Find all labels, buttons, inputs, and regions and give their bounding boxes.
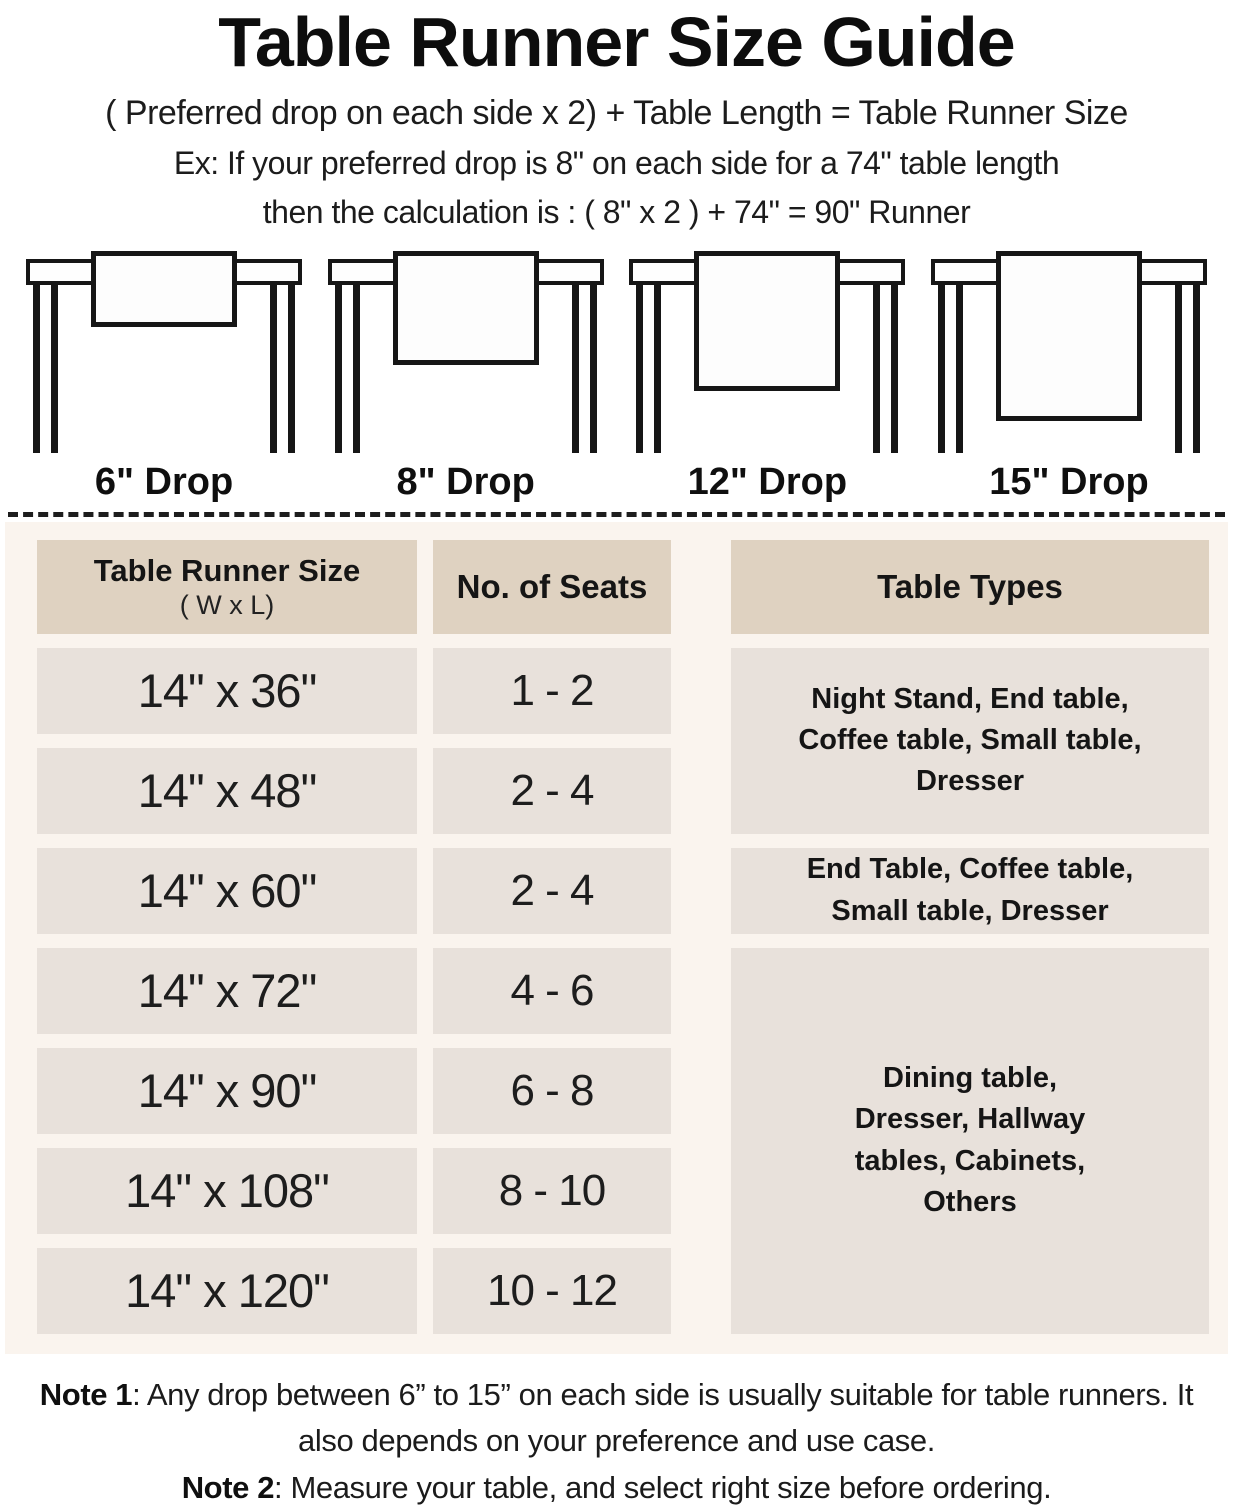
table-leg [891, 283, 898, 453]
table-leg [335, 283, 342, 453]
seats-value: 8 - 10 [499, 1166, 606, 1216]
seats-value: 1 - 2 [510, 666, 593, 716]
table-types-cell-large-tables [731, 948, 1209, 1334]
size-value: 14" x 90" [138, 1063, 317, 1118]
table-leg [33, 283, 40, 453]
note-1 [32, 1372, 1202, 1465]
page-title: Table Runner Size Guide [0, 0, 1233, 80]
seats-header-text: No. of Seats [457, 568, 648, 606]
seats-value: 6 - 8 [510, 1066, 593, 1116]
table-types-text: Dining table, Dresser, Hallway tables, Cabinets, Others [823, 1058, 1118, 1223]
note-2-text: : Measure your table, and select right size before ordering. [274, 1470, 1051, 1505]
formula-text: ( Preferred drop on each side x 2) + Table Length = Table Runner Size [0, 94, 1233, 133]
drop-label-12: 12" Drop [629, 461, 905, 504]
seats-value: 10 - 12 [487, 1266, 617, 1316]
size-value: 14" x 72" [138, 963, 317, 1018]
note-2-label: Note 2 [182, 1470, 274, 1505]
seats-cell [433, 948, 671, 1034]
size-cell [37, 948, 417, 1034]
drop-diagrams [0, 251, 1233, 453]
note-1-text: : Any drop between 6” to 15” on each side is usually suitable for table runners. It also depends on your preference and use case. [132, 1377, 1193, 1459]
runner-size-header-subtext: ( W x L) [180, 589, 275, 621]
table-leg [288, 283, 295, 453]
table-leg [956, 283, 963, 453]
size-value: 14" x 120" [125, 1263, 329, 1318]
seats-cell [433, 748, 671, 834]
runner-illustration [91, 251, 237, 327]
size-value: 14" x 108" [125, 1163, 329, 1218]
drop-labels [0, 461, 1233, 504]
dashed-divider [8, 512, 1225, 517]
table-leg [654, 283, 661, 453]
size-cell [37, 1148, 417, 1234]
size-cell [37, 1248, 417, 1334]
notes-section [0, 1372, 1233, 1511]
size-value: 14" x 36" [138, 663, 317, 718]
drop-diagram-12 [629, 251, 905, 453]
seats-cell [433, 848, 671, 934]
runner-illustration [694, 251, 840, 391]
column-header-table-types [731, 540, 1209, 634]
seats-value: 2 - 4 [510, 766, 593, 816]
table-types-text: End Table, Coffee table, Small table, Dresser [765, 849, 1175, 931]
seats-cell [433, 1148, 671, 1234]
seats-cell [433, 1248, 671, 1334]
table-leg [873, 283, 880, 453]
runner-illustration [996, 251, 1142, 421]
size-value: 14" x 48" [138, 763, 317, 818]
size-value: 14" x 60" [138, 863, 317, 918]
drop-label-8: 8" Drop [328, 461, 604, 504]
note-1-label: Note 1 [40, 1377, 132, 1412]
size-cell [37, 848, 417, 934]
size-guide-section [5, 522, 1228, 1354]
size-table [37, 540, 1228, 1334]
table-leg [938, 283, 945, 453]
column-header-seats [433, 540, 671, 634]
table-types-text: Night Stand, End table, Coffee table, Small table, Dresser [765, 679, 1175, 803]
table-types-cell-medium-tables [731, 848, 1209, 934]
note-2 [32, 1465, 1202, 1511]
table-leg [636, 283, 643, 453]
drop-diagram-6 [26, 251, 302, 453]
table-leg [270, 283, 277, 453]
table-leg [1193, 283, 1200, 453]
runner-illustration [393, 251, 539, 365]
drop-diagram-8 [328, 251, 604, 453]
seats-value: 2 - 4 [510, 866, 593, 916]
drop-label-6: 6" Drop [26, 461, 302, 504]
seats-cell [433, 1048, 671, 1134]
runner-size-header-text: Table Runner Size [94, 552, 360, 589]
drop-label-15: 15" Drop [931, 461, 1207, 504]
table-leg [353, 283, 360, 453]
table-types-cell-small-tables [731, 648, 1209, 834]
size-cell [37, 748, 417, 834]
example-line-1: Ex: If your preferred drop is 8" on each side for a 74" table length [0, 145, 1233, 182]
size-cell [37, 648, 417, 734]
table-leg [1175, 283, 1182, 453]
example-line-2: then the calculation is : ( 8" x 2 ) + 74" = 90" Runner [0, 194, 1233, 231]
size-cell [37, 1048, 417, 1134]
drop-diagram-15 [931, 251, 1207, 453]
seats-value: 4 - 6 [510, 966, 593, 1016]
seats-cell [433, 648, 671, 734]
table-leg [572, 283, 579, 453]
table-leg [51, 283, 58, 453]
table-leg [590, 283, 597, 453]
table-types-header-text: Table Types [877, 568, 1063, 606]
column-header-runner-size [37, 540, 417, 634]
